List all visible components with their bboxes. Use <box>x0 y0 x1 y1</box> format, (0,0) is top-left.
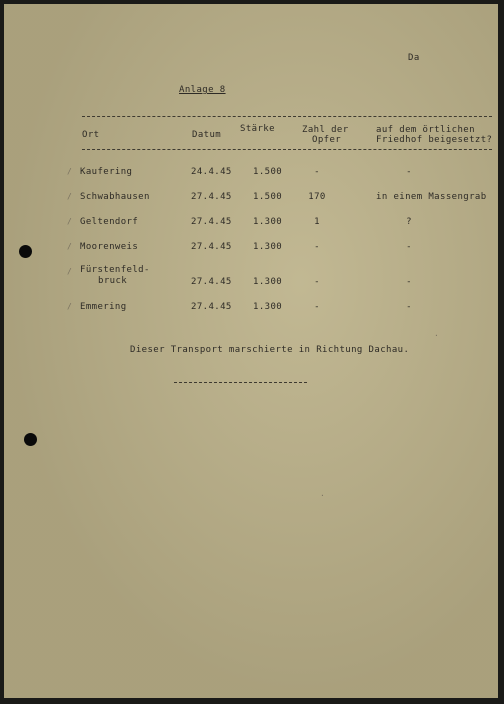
row-staerke: 1.300 <box>253 242 283 252</box>
corner-mark: Da <box>408 53 420 63</box>
document-page <box>4 4 498 698</box>
column-header-opfer-line1: Zahl der <box>302 125 349 135</box>
column-header-friedhof-line1: auf dem örtlichen <box>376 125 475 135</box>
table-header-rule <box>82 149 492 150</box>
row-opfer: - <box>314 302 320 312</box>
row-datum: 27.4.45 <box>191 192 232 202</box>
row-opfer: 170 <box>308 192 326 202</box>
row-staerke: 1.500 <box>253 167 283 177</box>
row-ort: Emmering <box>80 302 127 312</box>
row-friedhof: in einem Massengrab <box>376 192 487 202</box>
row-ort: Moorenweis <box>80 242 139 252</box>
row-datum: 24.4.45 <box>191 167 232 177</box>
row-staerke: 1.300 <box>253 277 283 287</box>
row-ort: Schwabhausen <box>80 192 150 202</box>
row-friedhof: - <box>406 302 412 312</box>
row-datum: 27.4.45 <box>191 217 232 227</box>
paper-speck: · <box>320 491 325 500</box>
row-datum: 27.4.45 <box>191 277 232 287</box>
column-header-opfer-line2: Opfer <box>312 135 342 145</box>
column-header-ort: Ort <box>82 130 100 140</box>
check-mark: / <box>67 167 72 176</box>
row-opfer: - <box>314 277 320 287</box>
column-header-friedhof-line2: Friedhof beigesetzt? <box>376 135 493 145</box>
column-header-staerke: Stärke <box>240 124 275 134</box>
row-staerke: 1.300 <box>253 302 283 312</box>
row-friedhof: - <box>406 167 412 177</box>
row-opfer: - <box>314 167 320 177</box>
footer-note: Dieser Transport marschierte in Richtung Dachau. <box>130 345 410 355</box>
row-friedhof: ? <box>406 217 412 227</box>
row-ort-line2: bruck <box>98 276 128 286</box>
row-ort-line1: Fürstenfeld- <box>80 265 150 275</box>
row-datum: 27.4.45 <box>191 242 232 252</box>
row-ort: Kaufering <box>80 167 133 177</box>
row-friedhof: - <box>406 277 412 287</box>
row-opfer: 1 <box>314 217 320 227</box>
row-opfer: - <box>314 242 320 252</box>
punch-hole-top <box>19 245 32 258</box>
punch-hole-bottom <box>24 433 37 446</box>
row-ort: Geltendorf <box>80 217 139 227</box>
paper-speck: · <box>434 331 439 340</box>
row-staerke: 1.500 <box>253 192 283 202</box>
check-mark: / <box>67 242 72 251</box>
check-mark: / <box>67 302 72 311</box>
check-mark: / <box>67 217 72 226</box>
check-mark: / <box>67 192 72 201</box>
page-title: Anlage 8 <box>179 85 226 95</box>
closing-rule <box>174 382 307 383</box>
check-mark: / <box>67 267 72 276</box>
row-staerke: 1.300 <box>253 217 283 227</box>
table-top-rule <box>82 116 492 117</box>
row-friedhof: - <box>406 242 412 252</box>
row-datum: 27.4.45 <box>191 302 232 312</box>
column-header-datum: Datum <box>192 130 222 140</box>
